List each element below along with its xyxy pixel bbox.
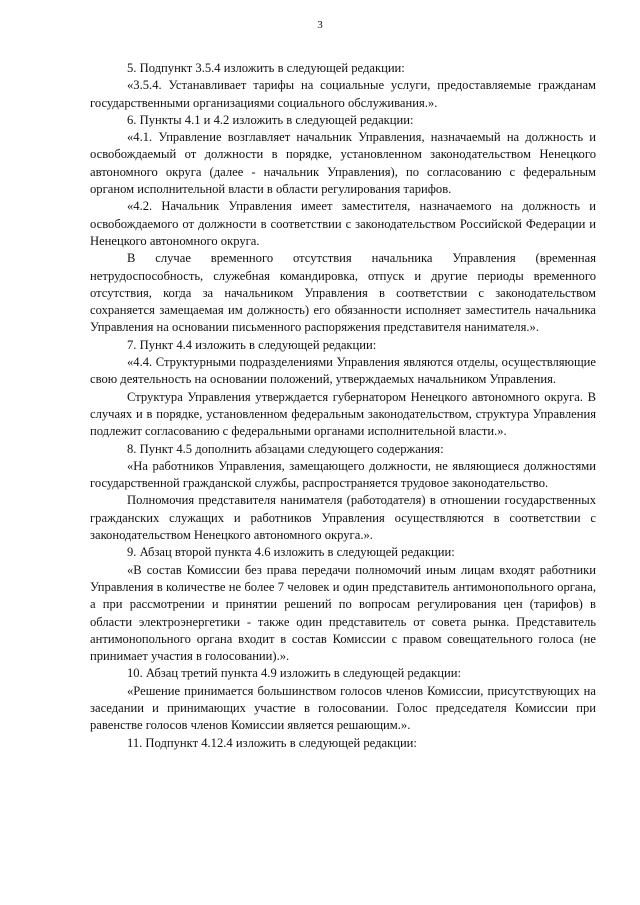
paragraph: 5. Подпункт 3.5.4 изложить в следующей редакции:	[127, 61, 405, 75]
paragraph: «Решение принимается большинством голосов членов Комиссии, присутствующих на заседании и принимающих участие в голосовании. Голос председателя Комиссии при равенстве голосов членов Комиссии является решающим.».	[90, 683, 596, 733]
paragraph: «В состав Комиссии без права передачи полномочий иным лицам входят работники Управления в количестве не более 7 человек и один представитель антимонопольного органа, а при рассмотрении и принятии решений по вопросам регулирования цен (тарифов) в области электроэнергетики - также один представитель от совета рынка. Представитель антимонопольного органа входит в состав Комиссии с правом совещательного голоса (не принимает участия в голосовании).».	[90, 562, 596, 664]
paragraph: «На работников Управления, замещающего должности, не являющиеся должностями государственной гражданской службы, распространяется трудовое законодательство.	[90, 458, 596, 491]
paragraph: В случае временного отсутствия начальника Управления (временная нетрудоспособность, служебная командировка, отпуск и другие периоды временного отсутствия, когда за начальником Управления в соответствии с законодательством сохраняется замещаемая им должность) его обязанности исполняет заместитель начальника Управления на основании письменного распоряжения представителя нанимателя.».	[90, 251, 596, 335]
paragraph: «4.2. Начальник Управления имеет заместителя, назначаемого на должность и освобождаемого от должности в соответствии с законодательством Российской Федерации и Ненецкого автономного округа.	[90, 199, 596, 248]
paragraph: «4.4. Структурными подразделениями Управления являются отделы, осуществляющие свою деятельность на основании положений, утверждаемых начальником Управления.	[90, 355, 596, 387]
paragraph: «3.5.4. Устанавливает тарифы на социальные услуги, предоставляемые гражданам государственными организациями социального обслуживания.».	[90, 78, 596, 110]
document-body	[90, 60, 596, 752]
page-number: 3	[317, 19, 323, 31]
paragraph: 6. Пункты 4.1 и 4.2 изложить в следующей редакции:	[127, 112, 414, 127]
paragraph: Структура Управления утверждается губернатором Ненецкого автономного округа. В случаях и в порядке, установленном федеральным законодательством, структура Управления подлежит согласованию с федеральными органами исполнительной власти.».	[90, 389, 596, 439]
paragraph: 9. Абзац второй пункта 4.6 изложить в следующей редакции:	[127, 545, 455, 560]
paragraph: Полномочия представителя нанимателя (работодателя) в отношении государственных гражданских служащих и работников Управления осуществляются в соответствии с законодательством Ненецкого автономного округа.».	[90, 493, 596, 543]
paragraph: 7. Пункт 4.4 изложить в следующей редакции:	[127, 337, 377, 352]
paragraph: «4.1. Управление возглавляет начальник Управления, назначаемый на должность и освобождаемый от должности в порядке, установленном законодательством Ненецкого автономного округа (далее - начальник Управления), по согласованию с федеральным органом исполнительной власти в области регулирования тарифов.	[90, 130, 596, 197]
paragraph: 11. Подпункт 4.12.4 изложить в следующей редакции:	[127, 735, 417, 750]
paragraph: 10. Абзац третий пункта 4.9 изложить в следующей редакции:	[127, 666, 461, 681]
paragraph: 8. Пункт 4.5 дополнить абзацами следующего содержания:	[127, 441, 444, 456]
